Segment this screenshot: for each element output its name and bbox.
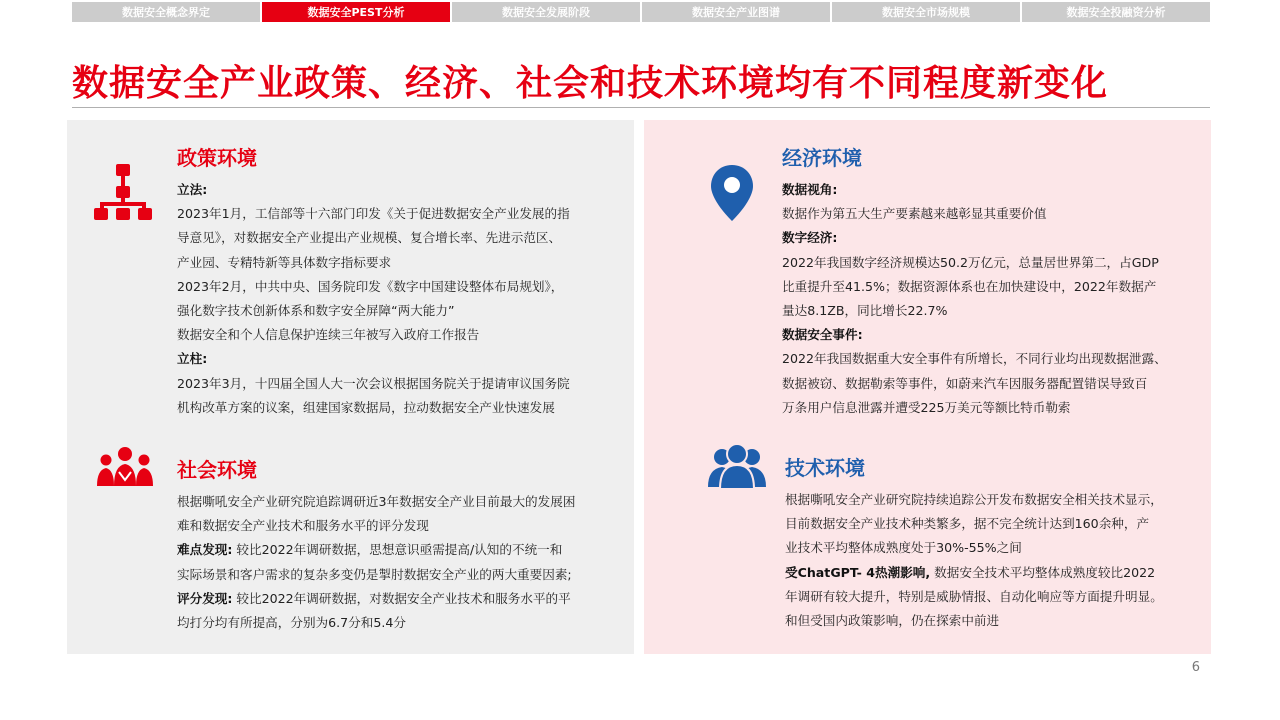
tab-concept[interactable]: 数据安全概念界定 xyxy=(72,2,260,22)
page-title: 数据安全产业政策、经济、社会和技术环境均有不同程度新变化 xyxy=(72,63,1109,104)
policy-heading: 政策环境 xyxy=(177,146,257,170)
policy-line: 导意见》，对数据安全产业提出产业规模、复合增长率、先进示范区、 xyxy=(177,230,562,246)
policy-line: 产业园、专精特新等具体数字指标要求 xyxy=(177,254,392,270)
economic-line: 2022年我国数字经济规模达50.2万亿元，总量居世界第二，占GDP xyxy=(782,254,1159,270)
policy-line: 机构改革方案的议案，组建国家数据局，拉动数据安全产业快速发展 xyxy=(177,399,555,415)
tech-line: 业技术平均整体成熟度处于30%-55%之间 xyxy=(785,540,1022,556)
social-line xyxy=(177,538,575,562)
social-section xyxy=(177,456,575,635)
policy-line: 2023年3月，十四届全国人大一次会议根据国务院关于提请审议国务院 xyxy=(177,375,570,391)
tech-line: 目前数据安全产业技术种类繁多，据不完全统计达到160余种，产 xyxy=(785,516,1150,532)
economic-sub-digital: 数字经济: xyxy=(782,230,838,246)
location-pin-icon xyxy=(709,163,755,223)
page-number: 6 xyxy=(1191,660,1200,675)
tech-line: 根据嘶吼安全产业研究院持续追踪公开发布数据安全相关技术显示， xyxy=(785,492,1163,507)
users-icon xyxy=(708,443,766,489)
tech-line xyxy=(785,561,1163,585)
tab-market[interactable]: 数据安全市场规模 xyxy=(832,2,1020,22)
economic-line: 量达8.1ZB，同比增长22.7% xyxy=(782,303,948,319)
tech-heading: 技术环境 xyxy=(785,456,865,480)
social-line: 实际场景和客户需求的复杂多变仍是掣肘数据安全产业的两大重要因素; xyxy=(177,566,572,582)
economic-line: 数据被窃、数据勒索等事件，如蔚来汽车因服务器配置错误导致百 xyxy=(782,375,1148,391)
team-icon xyxy=(96,446,154,488)
section-tabs xyxy=(72,2,1210,22)
org-chart-icon xyxy=(94,162,152,222)
social-line: 难和数据安全产业技术和服务水平的评分发现 xyxy=(177,518,429,534)
chatgpt-text: 数据安全技术平均整体成熟度较比2022 xyxy=(930,564,1156,580)
tab-pest[interactable]: 数据安全PEST分析 xyxy=(262,2,450,22)
score-text: 较比2022年调研数据，对数据安全产业技术和服务水平的平 xyxy=(232,590,571,606)
tech-line: 和但受国内政策影响，仍在探索中前进 xyxy=(785,613,1000,629)
policy-line: 强化数字技术创新体系和数字安全屏障“两大能力” xyxy=(177,303,455,319)
difficulty-label: 难点发现: xyxy=(177,542,233,558)
social-line xyxy=(177,587,575,611)
tech-line: 年调研有较大提升，特别是威胁情报、自动化响应等方面提升明显。 xyxy=(785,588,1163,604)
social-heading: 社会环境 xyxy=(177,458,257,482)
policy-sub-legislation: 立法: xyxy=(177,182,208,197)
title-divider xyxy=(72,107,1210,108)
economic-line: 数据作为第五大生产要素越来越彰显其重要价值 xyxy=(782,206,1047,222)
tab-stages[interactable]: 数据安全发展阶段 xyxy=(452,2,640,22)
social-line: 均打分均有所提高，分别为6.7分和5.4分 xyxy=(177,615,406,631)
economic-line: 比重提升至41.5%；数据资源体系也在加快建设中，2022年数据产 xyxy=(782,278,1157,294)
economic-sub-data: 数据视角: xyxy=(782,182,838,197)
social-line: 根据嘶吼安全产业研究院追踪调研近3年数据安全产业目前最大的发展困 xyxy=(177,494,576,509)
economic-heading: 经济环境 xyxy=(782,146,862,170)
policy-line: 数据安全和个人信息保护连续三年被写入政府工作报告 xyxy=(177,327,480,343)
economic-sub-events: 数据安全事件: xyxy=(782,327,863,343)
tab-investment[interactable]: 数据安全投融资分析 xyxy=(1022,2,1210,22)
tech-section xyxy=(785,454,1163,633)
policy-section xyxy=(177,144,570,420)
economic-line: 2022年我国数据重大安全事件有所增长，不同行业均出现数据泄露、 xyxy=(782,351,1167,367)
chatgpt-label: 受ChatGPT- 4热潮影响, xyxy=(785,564,931,580)
difficulty-text: 较比2022年调研数据，思想意识亟需提高/认知的不统一和 xyxy=(232,542,563,558)
economic-section xyxy=(782,144,1167,420)
policy-line: 2023年1月，工信部等十六部门印发《关于促进数据安全产业发展的指 xyxy=(177,206,570,222)
score-label: 评分发现: xyxy=(177,590,233,606)
policy-sub-pillar: 立柱: xyxy=(177,351,208,367)
policy-line: 2023年2月，中共中央、国务院印发《数字中国建设整体布局规划》， xyxy=(177,278,564,294)
economic-line: 万条用户信息泄露并遭受225万美元等额比特币勒索 xyxy=(782,399,1071,415)
tab-map[interactable]: 数据安全产业图谱 xyxy=(642,2,830,22)
